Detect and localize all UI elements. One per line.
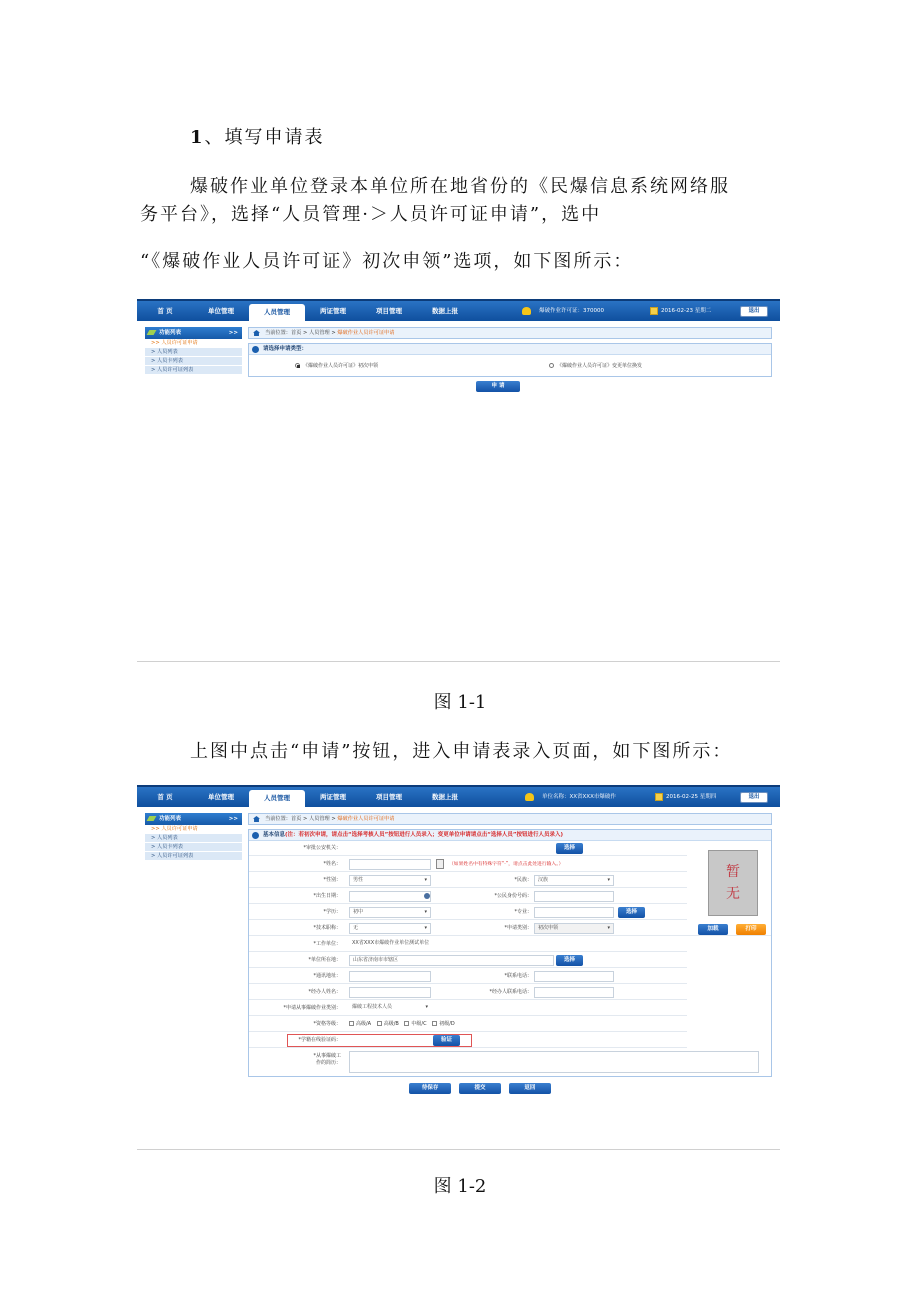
level-c-checkbox[interactable] [404, 1021, 409, 1026]
user-icon [522, 307, 531, 315]
apply-type-section [248, 343, 772, 377]
resume-textarea[interactable] [349, 1051, 759, 1073]
home-icon [253, 330, 260, 336]
back-button[interactable]: 返回 [509, 1083, 551, 1094]
nav-data-report[interactable]: 数据上报 [432, 307, 458, 315]
sidebar-header: 功能列表 >> [145, 813, 242, 825]
nav-personnel-management[interactable]: 人员管理 [249, 304, 305, 321]
nav-license-management[interactable]: 两证管理 [320, 793, 346, 801]
apply-button[interactable]: 申 请 [476, 381, 520, 392]
form-row: *通讯地址： *联系电话： [249, 969, 687, 984]
sidebar-item-license-apply[interactable]: >> 人员许可证申请 [145, 339, 242, 348]
handler-name-field[interactable] [349, 987, 431, 998]
heading-number: 1 [190, 127, 205, 148]
home-icon [253, 816, 260, 822]
form-row: *经办人姓名： *经办人联系电话： [249, 985, 687, 1000]
option-initial[interactable]: 《爆破作业人员许可证》初次申领 [295, 362, 378, 369]
handler-phone-field[interactable] [534, 987, 614, 998]
apply-type-select[interactable]: 初次申领 ▾ [534, 923, 614, 934]
form-row: *申请从事爆破作业类别： 爆破工程技术人员 ▾ [249, 1001, 687, 1016]
level-b-checkbox[interactable] [377, 1021, 382, 1026]
level-checkboxes: 高级/A 高级/B 中级/C 初级/D [345, 1017, 455, 1032]
collapse-arrow-icon[interactable]: >> [228, 816, 238, 822]
paragraph-1-line-1: 爆破作业单位登录本单位所在地省份的《民爆信息系统网络服 [190, 176, 730, 197]
form-row: *审批公安机关： 选择 [249, 841, 687, 856]
figure-1-screenshot [137, 299, 780, 662]
nav-project-management[interactable]: 项目管理 [376, 307, 402, 315]
nav-license-management[interactable]: 两证管理 [320, 307, 346, 315]
breadcrumb: 当前位置：首页 > 人员管理 > 爆破作业人员许可证申请 [248, 327, 772, 339]
nav-project-management[interactable]: 项目管理 [376, 793, 402, 801]
figure-2-screenshot [137, 785, 780, 1150]
title-select[interactable]: 无 ▾ [349, 923, 431, 934]
license-info: 爆破作业许可证：370000 [522, 301, 604, 321]
pen-icon [147, 816, 157, 821]
exam-code-field[interactable] [349, 1035, 431, 1046]
keyboard-icon[interactable] [436, 859, 444, 869]
exit-button[interactable]: 退出 [740, 792, 768, 803]
figure-1-caption: 图 1-1 [433, 692, 487, 713]
load-button[interactable]: 加载 [698, 924, 728, 935]
level-a-checkbox[interactable] [349, 1021, 354, 1026]
paragraph-2: 上图中点击“申请”按钮，进入申请表录入页面，如下图所示： [190, 741, 733, 762]
heading-text: 、填写申请表 [204, 127, 325, 148]
photo-placeholder: 暂 无 [708, 850, 758, 916]
form-row: *单位所在地： 山东省济南市市辖区 选择 [249, 953, 687, 968]
nav-unit-management[interactable]: 单位管理 [208, 307, 234, 315]
form-row: *姓名： （如果姓名中有特殊字符“·”，请点击此处进行输入。） [249, 857, 687, 872]
radio-selected[interactable] [295, 363, 300, 368]
section-title: 请选择申请类型： [249, 344, 771, 355]
figure-2-caption: 图 1-2 [433, 1176, 487, 1197]
nation-select[interactable]: 汉族 ▾ [534, 875, 614, 886]
sidebar-item-license-apply[interactable]: >> 人员许可证申请 [145, 825, 242, 834]
select-major-button[interactable]: 选择 [618, 907, 645, 918]
form-row: *性别： 男性 ▾ *民族： 汉族 ▾ [249, 873, 687, 888]
nav-data-report[interactable]: 数据上报 [432, 793, 458, 801]
sidebar-item-license-list[interactable]: > 人员许可证列表 [145, 852, 242, 861]
form-row: *出生日期： *公民身份号码： [249, 889, 687, 904]
name-note[interactable]: （如果姓名中有特殊字符“·”，请点击此处进行输入。） [449, 862, 564, 867]
form-row: *资格等级： 高级/A 高级/B 中级/C 初级/D [249, 1017, 687, 1032]
form-row: *从事爆破工作的简历： [249, 1049, 771, 1075]
exit-button[interactable]: 退出 [740, 306, 768, 317]
main-content [248, 327, 772, 392]
sidebar [145, 327, 242, 375]
sidebar-item-card-list[interactable]: > 人员卡列表 [145, 843, 242, 852]
mail-address-field[interactable] [349, 971, 431, 982]
select-authority-button[interactable]: 选择 [556, 843, 583, 854]
sidebar-item-personnel-list[interactable]: > 人员列表 [145, 834, 242, 843]
calendar-icon [650, 307, 658, 315]
section-title: 基本信息(注：若初次申请，请点击“选择考核人员”按钮进行人员录入；变更单位申请请点击“选择人员”按钮进行人员录入) [249, 830, 771, 841]
unit-name-info: 单位名称：XX省XXX市爆破作 [525, 787, 616, 807]
sidebar-header: 功能列表 >> [145, 327, 242, 339]
nav-unit-management[interactable]: 单位管理 [208, 793, 234, 801]
top-nav-bar [137, 785, 780, 807]
breadcrumb: 当前位置：首页 > 人员管理 > 爆破作业人员许可证申请 [248, 813, 772, 825]
basic-info-section [248, 829, 772, 1077]
date-picker-icon[interactable] [424, 893, 430, 899]
sidebar [145, 813, 242, 861]
main-content [248, 813, 772, 1094]
section-heading [190, 123, 840, 153]
education-select[interactable]: 初中 ▾ [349, 907, 431, 918]
form-row: *工作单位： XX省XXX市爆破作业单位测试单位 [249, 937, 687, 952]
form-row: *学历： 初中 ▾ *专业： 选择 [249, 905, 687, 920]
nav-home[interactable]: 首 页 [157, 307, 173, 315]
sidebar-item-personnel-list[interactable]: > 人员列表 [145, 348, 242, 357]
select-address-button[interactable]: 选择 [556, 955, 583, 966]
gender-select[interactable]: 男性 ▾ [349, 875, 431, 886]
sidebar-item-license-list[interactable]: > 人员许可证列表 [145, 366, 242, 375]
date-display: 2016-02-23 星期二 [650, 301, 711, 321]
user-icon [525, 793, 534, 801]
paragraph-1-line-3: “《爆破作业人员许可证》初次申领”选项，如下图所示： [140, 251, 634, 272]
pen-icon [147, 330, 157, 335]
birth-date-field[interactable] [349, 891, 431, 902]
calendar-icon [655, 793, 663, 801]
date-display: 2016-02-25 星期四 [655, 787, 716, 807]
main-nav [137, 787, 473, 807]
form-row: *学籍在线验证码： 验证 [249, 1033, 687, 1048]
option-change[interactable]: 《爆破作业人员许可证》变更单位换发 [549, 362, 642, 369]
top-nav-bar [137, 299, 780, 321]
save-button[interactable]: 待保存 [409, 1083, 451, 1094]
work-unit-value: XX省XXX市爆破作业单位测试单位 [349, 939, 554, 950]
major-field[interactable] [534, 907, 614, 918]
level-d-checkbox[interactable] [432, 1021, 437, 1026]
paragraph-1-line-2: 务平台》，选择“人员管理·＞人员许可证申请”，选中 [140, 204, 602, 225]
collapse-arrow-icon[interactable]: >> [228, 330, 238, 336]
print-button[interactable]: 打印 [736, 924, 766, 935]
unit-address-field[interactable]: 山东省济南市市辖区 [349, 955, 554, 966]
check-circle-icon [252, 346, 259, 353]
sidebar-item-card-list[interactable]: > 人员卡列表 [145, 357, 242, 366]
nav-home[interactable]: 首 页 [157, 793, 173, 801]
nav-personnel-management[interactable]: 人员管理 [249, 790, 305, 807]
radio-unselected[interactable] [549, 363, 554, 368]
name-field[interactable] [349, 859, 431, 870]
submit-button[interactable]: 提交 [459, 1083, 501, 1094]
form-grid [249, 841, 771, 1076]
phone-field[interactable] [534, 971, 614, 982]
idcard-field[interactable] [534, 891, 614, 902]
verify-button[interactable]: 验证 [433, 1035, 460, 1046]
form-row: *技术职称： 无 ▾ *申请类别： 初次申领 ▾ [249, 921, 771, 936]
check-circle-icon [252, 832, 259, 839]
main-nav [137, 301, 473, 321]
job-category-select[interactable]: 爆破工程技术人员 ▾ [349, 1003, 431, 1014]
